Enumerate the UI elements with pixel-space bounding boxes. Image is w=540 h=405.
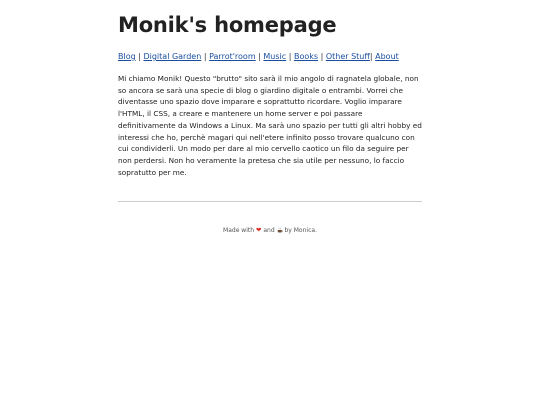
nav-separator: | bbox=[318, 52, 326, 61]
nav-link-about[interactable]: About bbox=[375, 52, 399, 61]
nav-link-books[interactable]: Books bbox=[293, 52, 319, 61]
footer-and: and bbox=[263, 227, 275, 234]
intro-paragraph: Mi chiamo Monik! Questo "brutto" sito sarà il mio angolo di ragnatela globale, non so ancora se sarà una specie di blog o giardino digitale o entrambi. Vorrei che diventasse uno spazio dove imparare e soprattutto ricordare. Voglio imparare l'HTML, il CSS, a creare e mantenere un home server e poi passare definitivamente da Windows a Linux. Ma sarà uno spazio per tutti gli altri hobby ed interessi che ho, perchè magari qui nell'etere infinito posso trovare qualcuno con cui condividerli. Un modo per dare al mio cervello caotico un filo da seguire per non perdersi. Non ho veramente la pretesa che sia utile per nessuno, lo faccio sopratutto per me. bbox=[118, 74, 422, 177]
nav-separator: | bbox=[255, 52, 264, 61]
footer-divider bbox=[118, 201, 422, 202]
nav-separator: | bbox=[369, 52, 376, 61]
nav-link-digital-garden[interactable]: Digital Garden bbox=[143, 52, 202, 61]
main-nav bbox=[118, 51, 422, 62]
footer-author: by Monica. bbox=[284, 227, 317, 234]
nav-separator: | bbox=[201, 52, 210, 61]
page-title: Monik's homepage bbox=[118, 13, 337, 37]
nav-link-other-stuff[interactable]: Other Stuff bbox=[325, 52, 370, 61]
nav-link-parrotroom[interactable]: Parrot'room bbox=[209, 52, 256, 61]
nav-separator: | bbox=[135, 52, 144, 61]
coffee-icon bbox=[277, 227, 283, 233]
page-content bbox=[118, 0, 422, 186]
site-footer bbox=[0, 226, 540, 235]
footer-prefix: Made with bbox=[223, 227, 255, 234]
nav-link-blog[interactable]: Blog bbox=[118, 52, 136, 61]
nav-separator: | bbox=[286, 52, 294, 61]
heart-icon: ❤ bbox=[255, 226, 262, 234]
nav-link-music[interactable]: Music bbox=[263, 52, 287, 61]
